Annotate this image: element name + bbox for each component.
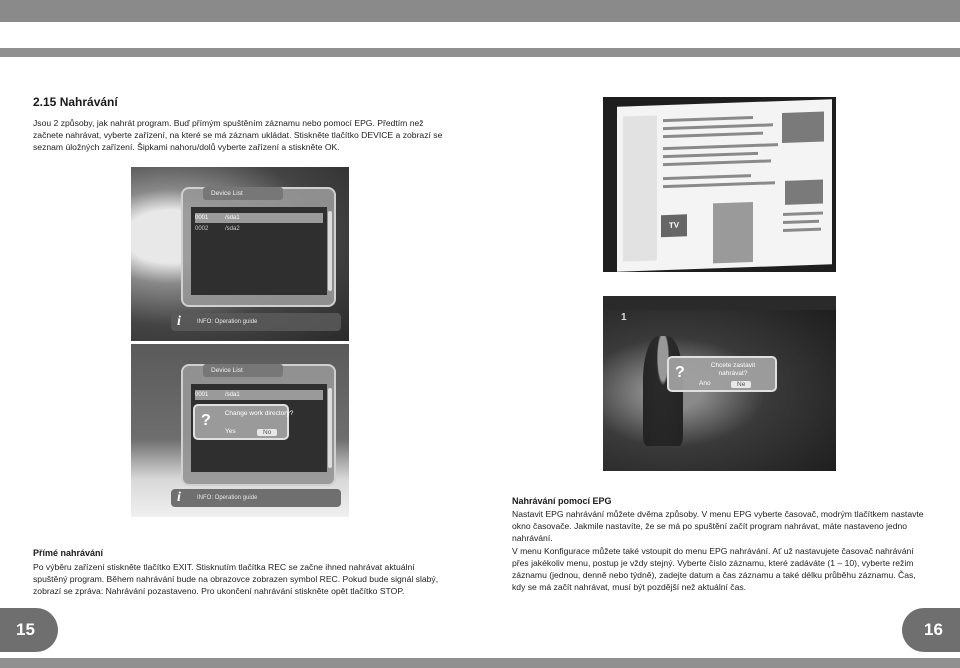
- change-directory-dialog: ? Change work directory? Yes No: [193, 404, 289, 440]
- device-row: 0001 /sda1: [195, 390, 323, 400]
- scrollbar: [328, 211, 332, 291]
- device-list: [191, 207, 327, 295]
- question-icon: ?: [675, 364, 685, 381]
- stop-recording-screenshot: [603, 296, 836, 471]
- device-row: 0001 /sda1: [195, 213, 323, 223]
- intro-paragraph: Jsou 2 způsoby, jak nahrát program. Buď přímým spuštěním záznamu nebo pomocí EPG. Předtím než začnete nahrávat, vyberte zařízení, na které se má záznam ukládat. Stiskněte tlačítko DEVICE a zobrazí se seznam úložných zařízení. Šipkami nahoru/dolů vyberte zařízení a stiskněte OK.: [33, 118, 443, 153]
- info-icon: i: [177, 314, 181, 329]
- question-icon: ?: [201, 412, 211, 429]
- device-row: 0002 /sda2: [195, 226, 240, 232]
- change-directory-screenshot: [131, 344, 349, 517]
- top-band: [0, 0, 960, 22]
- tv-logo: TV: [661, 214, 687, 237]
- section-title: 2.15 Nahrávání: [33, 95, 118, 109]
- device-list-screenshot: [131, 167, 349, 341]
- device-list-title: Device List: [203, 364, 283, 377]
- page-number-right: 16: [902, 608, 960, 652]
- page-number-left: 15: [0, 608, 58, 652]
- device-list-panel: [181, 187, 336, 307]
- webpage-screenshot: [603, 97, 836, 272]
- header-band: [0, 48, 960, 57]
- stop-recording-dialog: ? Chcete zastavit nahrávat? Ano Ne: [667, 356, 777, 392]
- channel-number: 1: [621, 312, 627, 323]
- direct-recording-body: Po výběru zařízení stiskněte tlačítko EXIT. Stisknutím tlačítka REC se začne ihned nahrávat aktuální spuštěný program. Během nahrávání bude na obrazovce zobrazen symbol REC. Pokud bude signál slabý, zobrazí se zpráva: Nahrávání pozastaveno. Pro ukončení nahrávání stiskněte opět tlačítko STOP.: [33, 562, 439, 597]
- scrollbar: [328, 388, 332, 468]
- info-bar: i INFO: Operation guide: [171, 489, 341, 507]
- info-icon: i: [177, 490, 181, 505]
- webpage-mock: [617, 99, 832, 272]
- epg-recording-body: Nastavit EPG nahrávání můžete dvěma způsoby. V menu EPG vyberte časovač, modrým tlačítkem nastavte okno časovače. Jakmile nastavíte, že se má po spuštění začít program nahrávat, máte nastaveno jedno nahrávání. V menu Konfigurace můžete také vstoupit do menu EPG nahrávání. Ať už nastavujete časovač nahrávání přes jakékoliv menu, postup je vždy stejný. Vyberte číslo záznamu, které zadáváte (1 – 10), vyberte režim záznamu (jednou, denně nebo týdně), zadejte datum a čas záznamu a také délku průběhu záznamu. Čas, kdy se má začít nahrávat, musí být pozdější než aktuální čas.: [512, 509, 924, 593]
- direct-recording-title: Přímé nahrávání: [33, 548, 104, 558]
- device-list-title: Device List: [203, 187, 283, 200]
- epg-recording-title: Nahrávání pomocí EPG: [512, 496, 612, 506]
- bottom-band: [0, 658, 960, 668]
- info-bar: i INFO: Operation guide: [171, 313, 341, 331]
